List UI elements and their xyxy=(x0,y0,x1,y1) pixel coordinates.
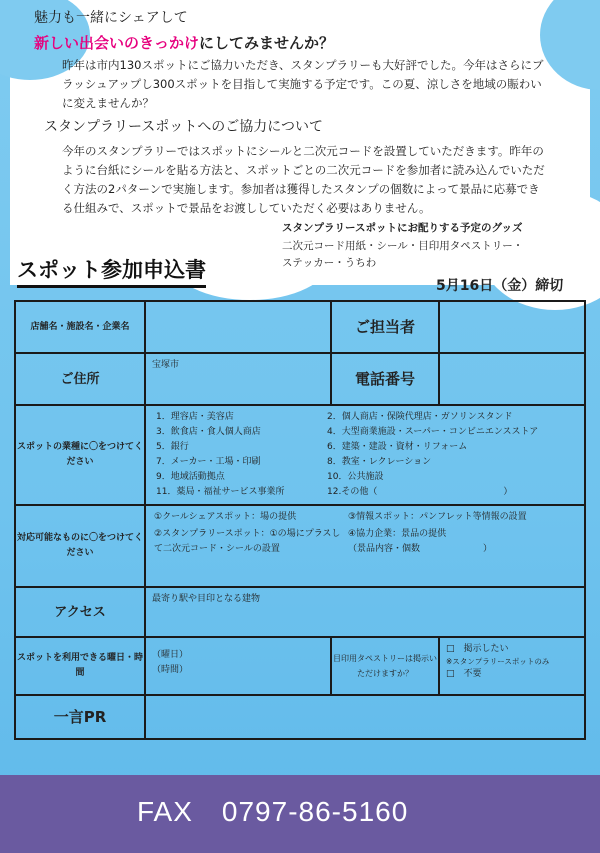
phone-label: 電話番号 xyxy=(331,353,439,405)
fax-number: FAX 0797-86-5160 xyxy=(137,796,409,827)
tapestry-note: ※スタンプラリースポットのみ xyxy=(446,657,550,666)
goods-title: スタンプラリースポットにお配りする予定のグッズ xyxy=(282,222,523,234)
business-option[interactable]: 5．銀行 xyxy=(156,442,189,452)
business-label: スポットの業種に〇をつけてください xyxy=(15,405,145,505)
business-option[interactable]: 9．地域活動拠点 xyxy=(156,472,225,482)
contact-label: ご担当者 xyxy=(331,301,439,353)
address-field[interactable] xyxy=(145,353,331,405)
support-label: 対応可能なものに〇をつけてください xyxy=(15,505,145,587)
days-field[interactable] xyxy=(145,637,331,695)
intro-line2 xyxy=(34,34,334,53)
pr-field[interactable] xyxy=(145,695,585,739)
deadline: 5月16日（金）締切 xyxy=(436,278,564,294)
business-option[interactable]: 3．飲食店・食人個人商店 xyxy=(156,427,261,437)
business-option[interactable]: 2．個人商店・保険代理店・ガソリンスタンド xyxy=(327,412,513,422)
business-option[interactable]: 8．教室・レクレーション xyxy=(327,457,432,467)
intro-line1: 魅力も一緒にシェアして xyxy=(34,10,188,26)
fax-banner xyxy=(0,775,600,853)
business-option[interactable]: 10．公共施設 xyxy=(327,472,384,482)
support-options xyxy=(145,505,585,587)
intro-paragraph: 昨年は市内130スポットにご協力いただき、スタンプラリーも大好評でした。今年はさらにブラッシュアップし300スポットを目指して実施する予定です。この夏、涼しさを地域の賑わいに変えませんか？ xyxy=(62,58,544,110)
pr-label: 一言PR xyxy=(15,695,145,739)
support-option[interactable]: ②スタンプラリースポット：①の場にプラスして二次元コード・シールの設置 xyxy=(154,529,341,554)
business-options xyxy=(145,405,585,505)
business-option[interactable]: 6．建築・建設・資材・リフォーム xyxy=(327,442,468,452)
days-label: スポットを利用できる曜日・時間 xyxy=(15,637,145,695)
tapestry-yes-checkbox[interactable]: □ 掲示したい xyxy=(446,644,509,654)
business-option[interactable]: 12.その他（ ） xyxy=(327,487,513,497)
support-option[interactable]: ①クールシェアスポット：場の提供 xyxy=(154,512,297,522)
support-option[interactable]: ④協力企業：景品の提供 （景品内容・個数 ） xyxy=(348,529,493,554)
form-title: スポット参加申込書 xyxy=(17,256,206,288)
time-value: （時間） xyxy=(152,665,189,675)
intro-line2-rest: にしてみませんか？ xyxy=(199,34,335,52)
shop-name-label: 店舗名・施設名・企業名 xyxy=(15,301,145,353)
business-option[interactable]: 11．薬局・福祉サービス事業所 xyxy=(156,487,285,497)
phone-field[interactable] xyxy=(439,353,585,405)
section-paragraph: 今年のスタンプラリーではスポットにシールと二次元コードを設置していただきます。昨年のように台紙にシールを貼る方法と、スポットごとの二次元コードを参加者に読み込んでいただく方法の2パターンで実施します。参加者は獲得したスタンプの個数によって景品に応募できる仕組みで、スポットで景品をお渡ししていただく必要はありません。 xyxy=(62,144,545,215)
business-option[interactable]: 7．メーカー・工場・印刷 xyxy=(156,457,261,467)
access-hint: 最寄り駅や目印となる建物 xyxy=(152,594,261,604)
application-form xyxy=(14,300,586,740)
address-prefix: 宝塚市 xyxy=(152,360,180,370)
intro-highlight: 新しい出会いのきっかけ xyxy=(34,34,200,52)
support-option[interactable]: ③情報スポット：パンフレット等情報の設置 xyxy=(348,512,527,522)
access-label: アクセス xyxy=(15,587,145,637)
tapestry-options xyxy=(439,637,585,695)
contact-field[interactable] xyxy=(439,301,585,353)
days-value: （曜日） xyxy=(152,650,189,660)
business-option[interactable]: 1．理容店・美容店 xyxy=(156,412,234,422)
access-field[interactable] xyxy=(145,587,585,637)
tapestry-no-checkbox[interactable]: □ 不要 xyxy=(446,669,482,679)
tapestry-label: 目印用タペストリーは掲示いただけますか？ xyxy=(331,637,439,695)
shop-name-field[interactable] xyxy=(145,301,331,353)
goods-list: 二次元コード用紙・シール・目印用タペストリー・ステッカー・うちわ xyxy=(282,240,524,269)
address-label: ご住所 xyxy=(15,353,145,405)
business-option[interactable]: 4．大型商業施設・スーパー・コンビニエンスストア xyxy=(327,427,539,437)
section-heading: スタンプラリースポットへのご協力について xyxy=(44,119,324,135)
